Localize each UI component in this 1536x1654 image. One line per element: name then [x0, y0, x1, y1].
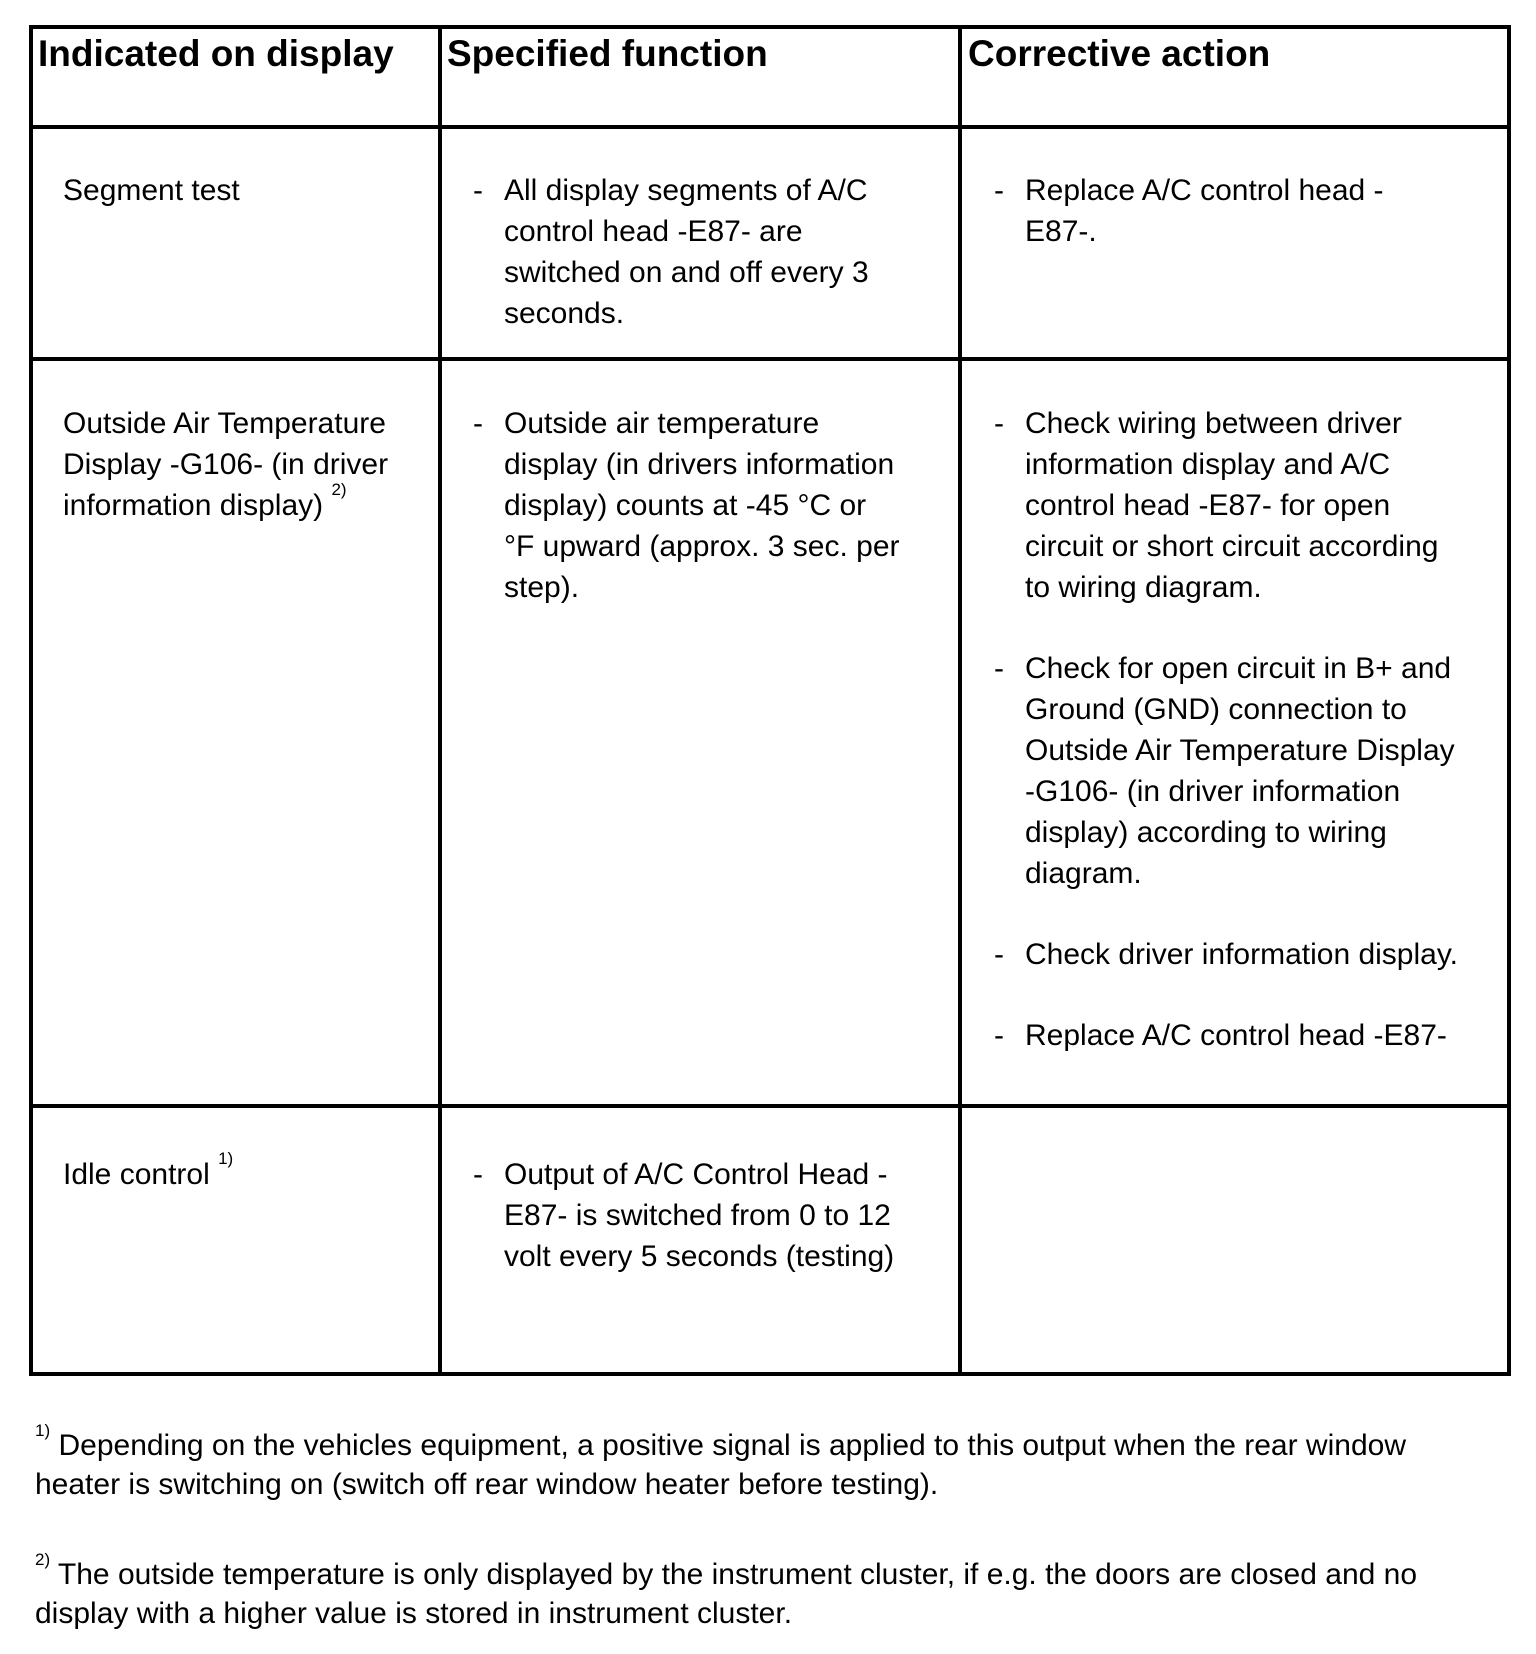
function-text: All display segments of A/C control head -E87- are switched on and off every 3 seconds. [504, 174, 869, 330]
row3-indicated-text: Idle control [63, 1158, 210, 1191]
bullet-dash: - [994, 174, 1004, 207]
footnote-1 [35, 1421, 1475, 1504]
footnote-1-text: Depending on the vehicles equipment, a positive signal is applied to this output when the rear window heater is switching on (switch off rear window heater before testing). [35, 1429, 1406, 1501]
header-corrective-action: Corrective action [968, 33, 1271, 74]
row3-indicated [63, 1149, 413, 1195]
row1-function [473, 170, 903, 334]
row2-indicated-text: Outside Air Temperature Display -G106- (in driver information display) [63, 407, 389, 522]
function-text: Output of A/C Control Head -E87- is switched from 0 to 12 volt every 5 seconds (testing) [504, 1158, 895, 1273]
function-bullet [473, 1154, 913, 1277]
action-text: Check for open circuit in B+ and Ground (GND) connection to Outside Air Temperature Display -G106- (in driver information display) according to wiring diagram. [1025, 652, 1455, 890]
bullet-dash: - [473, 174, 483, 207]
row-divider [33, 1104, 1507, 1108]
row2-function [473, 403, 903, 608]
bullet-dash: - [994, 1019, 1004, 1052]
row-divider [33, 125, 1507, 129]
diagnosis-table [29, 25, 1511, 1376]
bullet-dash: - [994, 938, 1004, 971]
row1-indicated [63, 170, 423, 211]
action-text: Replace A/C control head -E87-. [1025, 174, 1384, 248]
footnote-2-text: The outside temperature is only displayed by the instrument cluster, if e.g. the doors are closed and no display with a higher value is stored in instrument cluster. [35, 1558, 1418, 1630]
row2-indicated [63, 403, 413, 526]
footnote-1-marker: 1) [35, 1421, 51, 1440]
bullet-dash: - [473, 407, 483, 440]
action-bullet [994, 403, 1464, 608]
function-text: Outside air temperature display (in drivers information display) counts at -45 °C or °F upward (approx. 3 sec. per step). [504, 407, 900, 604]
function-bullet [473, 403, 903, 608]
bullet-dash: - [994, 407, 1004, 440]
action-bullet [994, 1015, 1464, 1056]
header-specified-function: Specified function [447, 33, 768, 74]
footnote-ref-2: 2) [331, 480, 347, 499]
action-text: Check driver information display. [1025, 938, 1458, 971]
action-text: Replace A/C control head -E87- [1025, 1019, 1447, 1052]
bullet-dash: - [473, 1158, 483, 1191]
header-indicated-on-display: Indicated on display [38, 33, 394, 74]
row1-action [994, 170, 1414, 252]
row1-indicated-text: Segment test [63, 174, 240, 207]
footnote-2 [35, 1550, 1475, 1633]
row2-actions [994, 403, 1464, 1056]
row-divider [33, 357, 1507, 361]
action-bullet [994, 934, 1464, 975]
footnote-ref-1: 1) [218, 1149, 234, 1168]
bullet-dash: - [994, 652, 1004, 685]
footnote-2-marker: 2) [35, 1550, 51, 1569]
row3-function [473, 1154, 913, 1277]
function-bullet [473, 170, 903, 334]
column-divider [438, 29, 442, 1372]
action-text: Check wiring between driver information display and A/C control head -E87- for open circuit or short circuit according to wiring diagram. [1025, 407, 1439, 604]
action-bullet [994, 170, 1414, 252]
action-bullet [994, 648, 1464, 894]
column-divider [958, 29, 962, 1372]
